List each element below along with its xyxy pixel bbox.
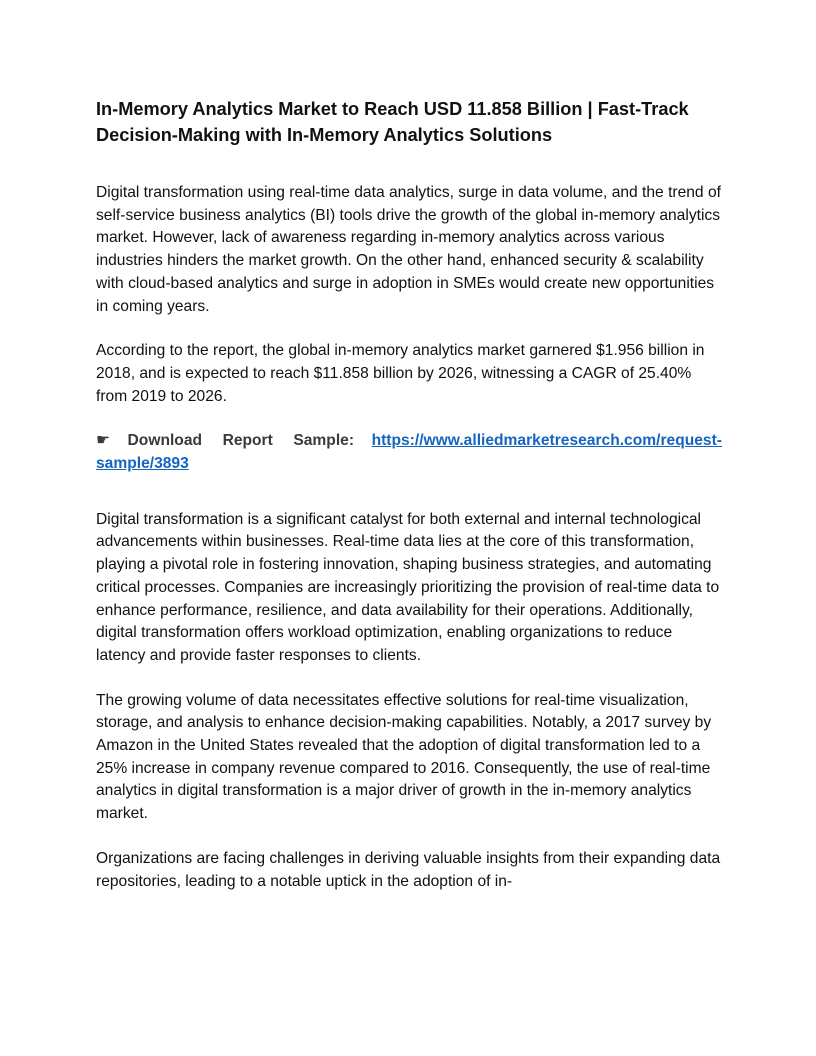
download-report-label: Download Report Sample: <box>127 432 355 450</box>
body-paragraph: Digital transformation using real-time data analytics, surge in data volume, and the trend of self-service business analytics (BI) tools drive the growth of the global in-memory analytics market. However, lack of awareness regarding in-memory analytics across various industries hinders the market growth. On the other hand, enhanced security & scalability with cloud-based analytics and surge in adoption in SMEs would create new opportunities in coming years. <box>96 184 721 315</box>
pointing-hand-icon: ☛ <box>96 432 110 450</box>
body-paragraph: According to the report, the global in-memory analytics market garnered $1.956 billion in 2018, and is expected to reach $11.858 billion by 2026, witnessing a CAGR of 25.40% from 2019 to 2026. <box>96 342 705 405</box>
document-title: In-Memory Analytics Market to Reach USD 11.858 Billion | Fast-Track Decision-Making with In-Memory Analytics Solutions <box>96 99 689 145</box>
body-paragraph: Organizations are facing challenges in deriving valuable insights from their expanding data repositories, leading to a notable uptick in the adoption of in- <box>96 849 721 890</box>
download-report-line <box>96 430 722 475</box>
document-page <box>96 96 722 893</box>
body-paragraph: Digital transformation is a significant catalyst for both external and internal technological advancements within businesses. Real-time data lies at the core of this transformation, playing a pivotal role in fostering innovation, shaping business strategies, and automating critical processes. Companies are increasingly prioritizing the provision of real-time data to enhance performance, resilience, and data availability for their operations. Additionally, digital transformation offers workload optimization, enabling organizations to reduce latency and provide faster responses to clients. <box>96 510 720 664</box>
request-sample-link[interactable]: https://www.alliedmarketresearch.com/request-sample/3893 <box>96 432 722 473</box>
body-paragraph: The growing volume of data necessitates effective solutions for real-time visualization, storage, and analysis to enhance decision-making capabilities. Notably, a 2017 survey by Amazon in the United States revealed that the adoption of digital transformation led to a 25% increase in company revenue compared to 2016. Consequently, the use of real-time analytics in digital transformation is a major driver of growth in the in-memory analytics market. <box>96 691 712 823</box>
